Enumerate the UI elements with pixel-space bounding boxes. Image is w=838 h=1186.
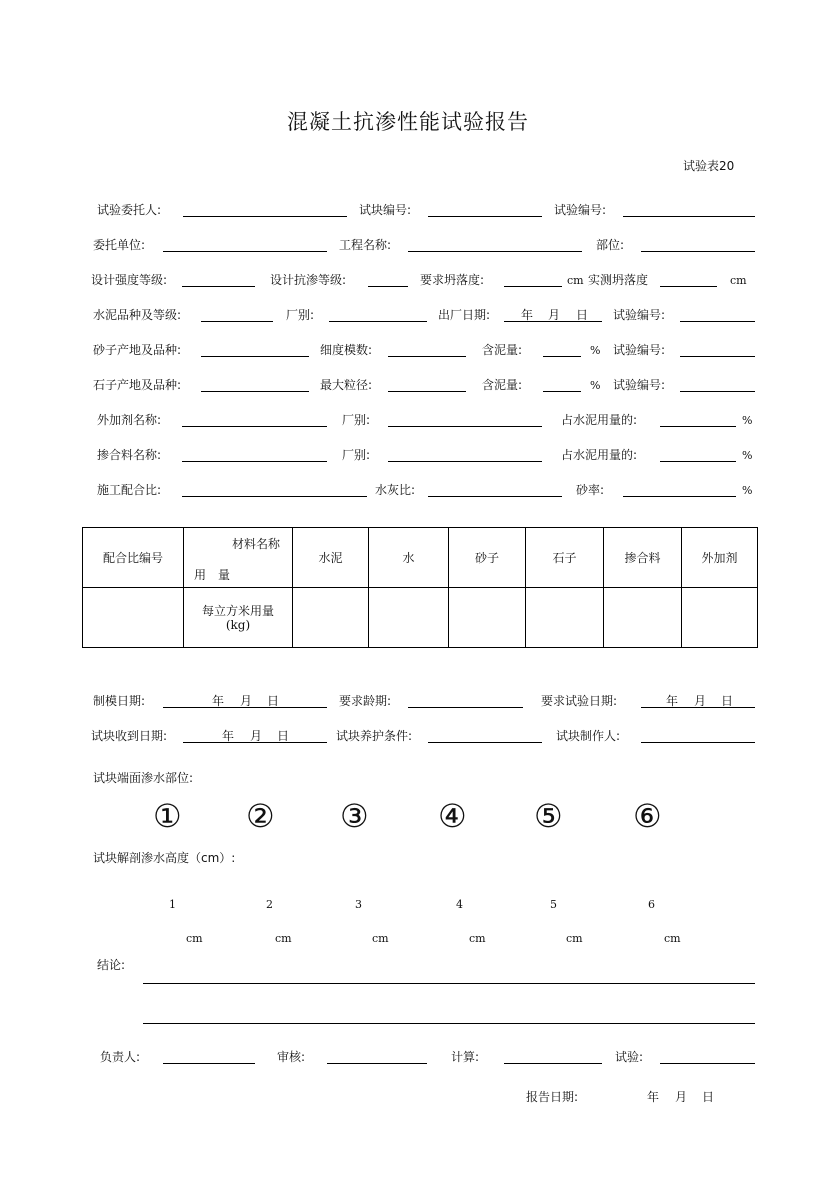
report-date-label: 报告日期: xyxy=(526,1090,579,1104)
curing-condition-label: 试块养护条件: xyxy=(336,729,413,743)
position-3-circle: ③ xyxy=(340,797,369,835)
conclusion-label: 结论: xyxy=(97,958,126,972)
tester-field[interactable] xyxy=(660,1063,755,1064)
mold-date-day: 日 xyxy=(267,694,280,708)
client-person-field[interactable] xyxy=(183,216,347,217)
received-date-label: 试块收到日期: xyxy=(91,729,168,743)
design-strength-field[interactable] xyxy=(182,286,255,287)
height-4-unit: cm xyxy=(469,932,486,945)
admixture-amount-cell[interactable] xyxy=(682,588,758,648)
tester-label: 试验: xyxy=(615,1050,644,1064)
construction-mix-label: 施工配合比: xyxy=(97,483,162,497)
curing-condition-field[interactable] xyxy=(428,742,542,743)
design-impermeability-field[interactable] xyxy=(368,286,408,287)
required-slump-unit: cm xyxy=(567,274,584,287)
project-name-label: 工程名称: xyxy=(339,238,392,252)
fineness-modulus-field[interactable] xyxy=(388,356,466,357)
seepage-height-label: 试块解剖渗水高度（cm）: xyxy=(93,851,236,865)
sand-mud-unit: % xyxy=(590,344,601,357)
height-2-number: 2 xyxy=(266,898,273,911)
max-size-field[interactable] xyxy=(388,391,466,392)
sand-origin-label: 砂子产地及品种: xyxy=(93,343,182,357)
admixture-ratio-label: 占水泥用量的: xyxy=(561,413,638,427)
sand-ratio-field[interactable] xyxy=(623,496,736,497)
design-impermeability-label: 设计抗渗等级: xyxy=(270,273,347,287)
reviewer-field[interactable] xyxy=(327,1063,427,1064)
measured-slump-label: 实测坍落度 xyxy=(588,273,649,287)
max-size-label: 最大粒径: xyxy=(320,378,373,392)
mold-date-month: 月 xyxy=(240,694,253,708)
material-header-water: 水 xyxy=(369,528,449,588)
water-cement-label: 水灰比: xyxy=(375,483,416,497)
required-slump-field[interactable] xyxy=(504,286,562,287)
mix-proportion-table xyxy=(82,527,758,648)
sand-mud-label: 含泥量: xyxy=(482,343,523,357)
required-test-date-month: 月 xyxy=(694,694,707,708)
material-usage-header xyxy=(184,528,293,588)
factory-date-month: 月 xyxy=(548,308,561,322)
required-test-date-label: 要求试验日期: xyxy=(541,694,618,708)
admixture-ratio-field[interactable] xyxy=(660,426,736,427)
mineral-name-field[interactable] xyxy=(182,461,327,462)
report-date-month: 月 xyxy=(675,1090,688,1104)
height-3-unit: cm xyxy=(372,932,389,945)
mix-no-cell[interactable] xyxy=(83,588,184,648)
specimen-no-field[interactable] xyxy=(428,216,542,217)
factory-date-year: 年 xyxy=(521,308,534,322)
admixture-name-label: 外加剂名称: xyxy=(97,413,162,427)
required-slump-label: 要求坍落度: xyxy=(420,273,485,287)
sand-test-no-field[interactable] xyxy=(680,356,755,357)
height-6-unit: cm xyxy=(664,932,681,945)
measured-slump-unit: cm xyxy=(730,274,747,287)
mineral-ratio-unit: % xyxy=(742,449,753,462)
stone-mud-unit: % xyxy=(590,379,601,392)
material-name-header: 材料名称 xyxy=(232,537,281,551)
client-person-label: 试验委托人: xyxy=(97,203,162,217)
construction-mix-field[interactable] xyxy=(182,496,367,497)
height-1-unit: cm xyxy=(186,932,203,945)
conclusion-line-2[interactable] xyxy=(143,1023,755,1024)
height-5-unit: cm xyxy=(566,932,583,945)
mineral-amount-cell[interactable] xyxy=(604,588,682,648)
sand-mud-field[interactable] xyxy=(543,356,581,357)
mineral-name-label: 掺合料名称: xyxy=(97,448,162,462)
cement-factory-field[interactable] xyxy=(329,321,427,322)
reviewer-label: 审核: xyxy=(277,1050,306,1064)
page-title: 混凝土抗渗性能试验报告 xyxy=(287,110,529,134)
material-header-cement: 水泥 xyxy=(293,528,369,588)
cement-amount-cell[interactable] xyxy=(293,588,369,648)
received-date-month: 月 xyxy=(250,729,263,743)
height-1-number: 1 xyxy=(169,898,176,911)
required-age-field[interactable] xyxy=(408,707,523,708)
mix-no-header: 配合比编号 xyxy=(83,528,184,588)
cement-type-field[interactable] xyxy=(201,321,273,322)
mold-date-label: 制模日期: xyxy=(93,694,146,708)
position-5-circle: ⑤ xyxy=(534,797,563,835)
sand-amount-cell[interactable] xyxy=(449,588,526,648)
required-test-date-year: 年 xyxy=(666,694,679,708)
cement-type-label: 水泥品种及等级: xyxy=(93,308,182,322)
part-field[interactable] xyxy=(641,251,755,252)
material-header-stone: 石子 xyxy=(526,528,604,588)
sand-ratio-label: 砂率: xyxy=(576,483,605,497)
client-unit-field[interactable] xyxy=(163,251,327,252)
mineral-factory-label: 厂别: xyxy=(342,448,371,462)
required-age-label: 要求龄期: xyxy=(339,694,392,708)
form-number: 试验表20 xyxy=(683,159,735,173)
responsible-field[interactable] xyxy=(163,1063,255,1064)
admixture-factory-label: 厂别: xyxy=(342,413,371,427)
sand-ratio-unit: % xyxy=(742,484,753,497)
test-no-label: 试验编号: xyxy=(554,203,607,217)
part-label: 部位: xyxy=(596,238,625,252)
factory-date-day: 日 xyxy=(576,308,589,322)
fineness-modulus-label: 细度模数: xyxy=(320,343,373,357)
client-unit-label: 委托单位: xyxy=(93,238,146,252)
mineral-ratio-label: 占水泥用量的: xyxy=(561,448,638,462)
height-2-unit: cm xyxy=(275,932,292,945)
report-date-day: 日 xyxy=(702,1090,715,1104)
design-strength-label: 设计强度等级: xyxy=(91,273,168,287)
material-header-sand: 砂子 xyxy=(449,528,526,588)
test-no-field[interactable] xyxy=(623,216,755,217)
per-cubic-label-text: 每立方米用量 xyxy=(201,603,274,618)
project-name-field[interactable] xyxy=(408,251,582,252)
calculator-field[interactable] xyxy=(504,1063,602,1064)
specimen-maker-label: 试块制作人: xyxy=(556,729,621,743)
stone-origin-label: 石子产地及品种: xyxy=(93,378,182,392)
stone-amount-cell[interactable] xyxy=(526,588,604,648)
required-test-date-day: 日 xyxy=(721,694,734,708)
mold-date-year: 年 xyxy=(212,694,225,708)
per-cubic-label xyxy=(184,588,293,648)
responsible-label: 负责人: xyxy=(100,1050,141,1064)
position-1-circle: ① xyxy=(153,797,182,835)
sand-test-no-label: 试验编号: xyxy=(613,343,666,357)
seepage-position-label: 试块端面渗水部位: xyxy=(93,771,194,785)
stone-test-no-field[interactable] xyxy=(680,391,755,392)
admixture-ratio-unit: % xyxy=(742,414,753,427)
calculator-label: 计算: xyxy=(451,1050,480,1064)
height-6-number: 6 xyxy=(648,898,655,911)
position-2-circle: ② xyxy=(246,797,275,835)
height-5-number: 5 xyxy=(550,898,557,911)
water-amount-cell[interactable] xyxy=(369,588,449,648)
stone-mud-field[interactable] xyxy=(543,391,581,392)
admixture-name-field[interactable] xyxy=(182,426,327,427)
mineral-factory-field[interactable] xyxy=(388,461,542,462)
per-cubic-unit: (kg) xyxy=(225,617,251,632)
water-cement-field[interactable] xyxy=(428,496,562,497)
cement-test-no-label: 试验编号: xyxy=(613,308,666,322)
cement-factory-label: 厂别: xyxy=(286,308,315,322)
report-date-year: 年 xyxy=(647,1090,660,1104)
stone-mud-label: 含泥量: xyxy=(482,378,523,392)
measured-slump-field[interactable] xyxy=(660,286,717,287)
material-header-admixture: 外加剂 xyxy=(682,528,758,588)
usage-header: 用 量 xyxy=(194,568,231,582)
specimen-maker-field[interactable] xyxy=(641,742,755,743)
admixture-factory-field[interactable] xyxy=(388,426,542,427)
cement-test-no-field[interactable] xyxy=(680,321,755,322)
height-4-number: 4 xyxy=(456,898,463,911)
position-6-circle: ⑥ xyxy=(633,797,662,835)
material-header-mineral: 掺合料 xyxy=(604,528,682,588)
stone-origin-field[interactable] xyxy=(201,391,309,392)
mineral-ratio-field[interactable] xyxy=(660,461,736,462)
specimen-no-label: 试块编号: xyxy=(359,203,412,217)
factory-date-label: 出厂日期: xyxy=(438,308,491,322)
received-date-day: 日 xyxy=(277,729,290,743)
received-date-year: 年 xyxy=(222,729,235,743)
height-3-number: 3 xyxy=(355,898,362,911)
stone-test-no-label: 试验编号: xyxy=(613,378,666,392)
conclusion-line-1[interactable] xyxy=(143,983,755,984)
position-4-circle: ④ xyxy=(438,797,467,835)
sand-origin-field[interactable] xyxy=(201,356,309,357)
